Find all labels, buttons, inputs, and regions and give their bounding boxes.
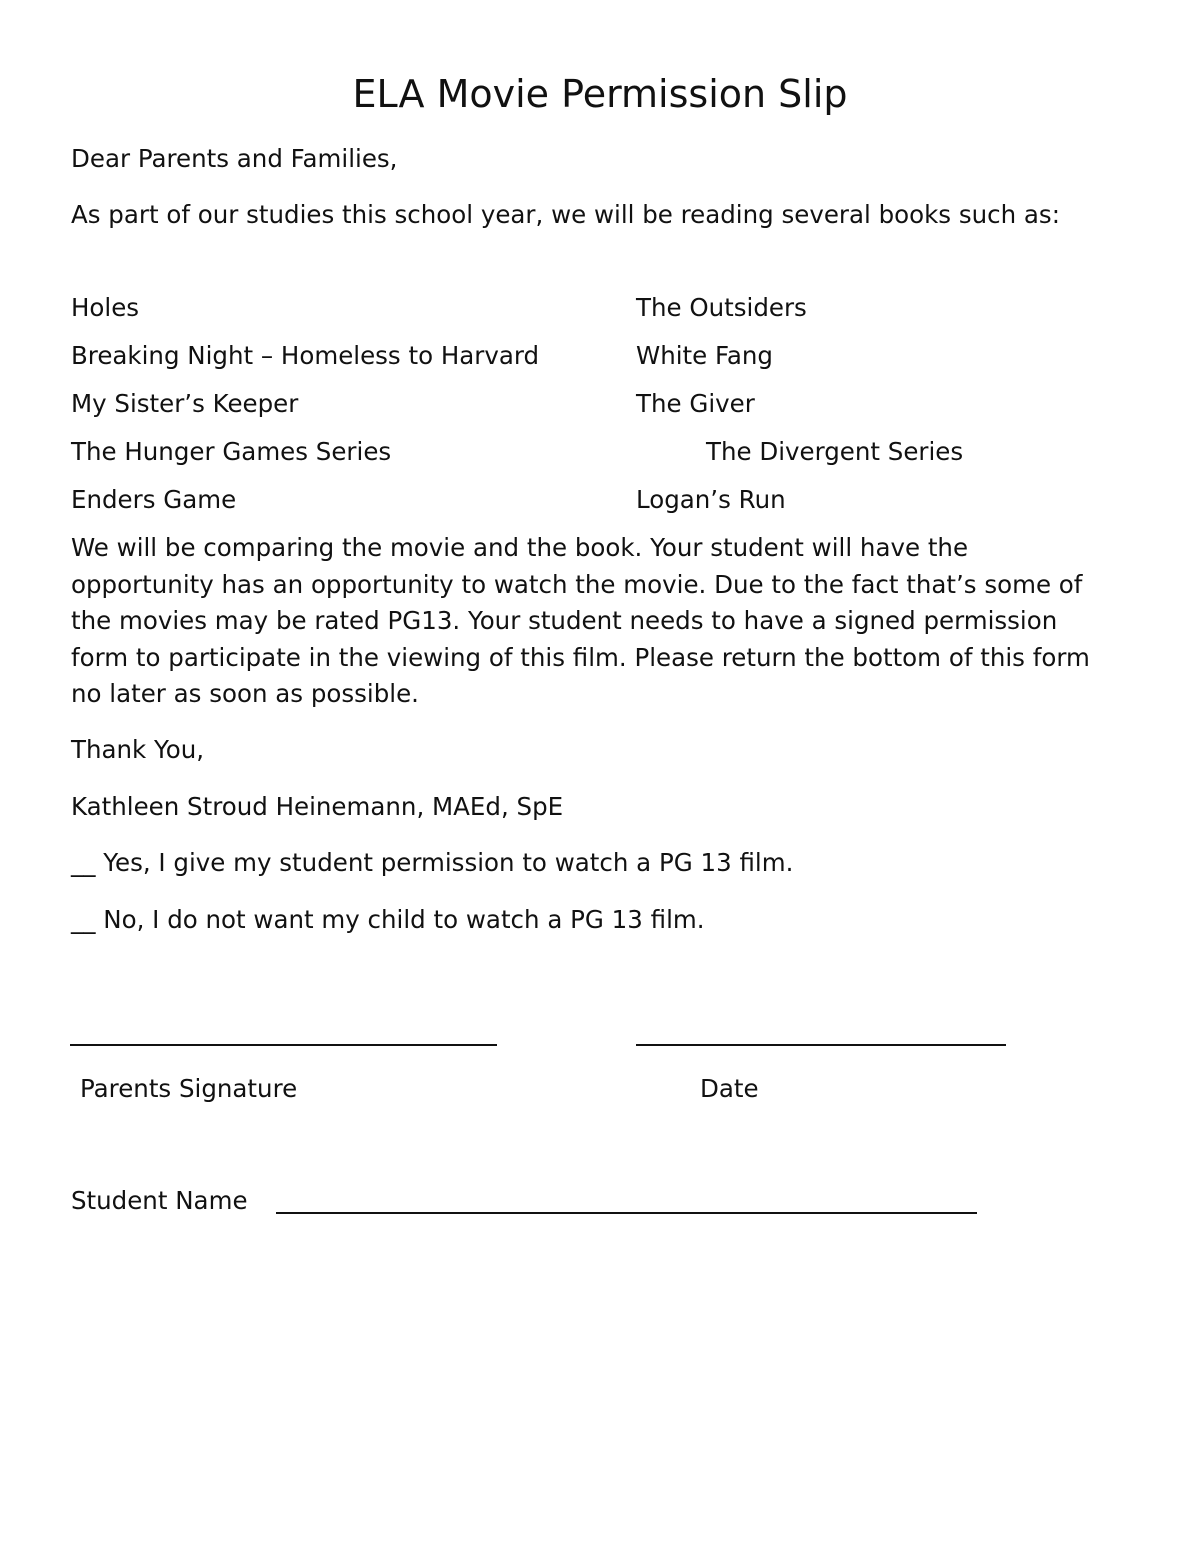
book-item: The Outsiders (636, 293, 807, 322)
signer-name: Kathleen Stroud Heinemann, MAEd, SpE (71, 792, 564, 821)
book-item: My Sister’s Keeper (71, 389, 299, 418)
book-item: Enders Game (71, 485, 237, 514)
book-item: White Fang (636, 341, 773, 370)
student-name-label: Student Name (71, 1186, 248, 1215)
permission-option-yes: __ Yes, I give my student permission to watch a PG 13 film. (71, 848, 794, 877)
book-item: The Hunger Games Series (71, 437, 392, 466)
book-item: Logan’s Run (636, 485, 786, 514)
date-line (636, 1044, 1006, 1046)
parent-signature-line (70, 1044, 497, 1046)
intro-paragraph: As part of our studies this school year, we will be reading several books such as: (71, 200, 1060, 229)
student-name-line (276, 1212, 977, 1214)
greeting: Dear Parents and Families, (71, 144, 398, 173)
book-item: The Divergent Series (706, 437, 964, 466)
book-item: The Giver (636, 389, 755, 418)
book-item: Holes (71, 293, 140, 322)
book-item: Breaking Night – Homeless to Harvard (71, 341, 540, 370)
closing: Thank You, (71, 735, 205, 764)
page-title: ELA Movie Permission Slip (352, 72, 848, 116)
parent-signature-label: Parents Signature (80, 1074, 298, 1103)
permission-option-no: __ No, I do not want my child to watch a PG 13 film. (71, 905, 705, 934)
date-label: Date (700, 1074, 759, 1103)
body-paragraph: We will be comparing the movie and the book. Your student will have the opportunity has an opportunity to watch the movie. Due to the fact that’s some of the movies may be rated PG13. Your student needs to have a signed permission form to participate in the viewing of this film. Please return the bottom of this form no later as soon as possible. (71, 533, 1090, 708)
